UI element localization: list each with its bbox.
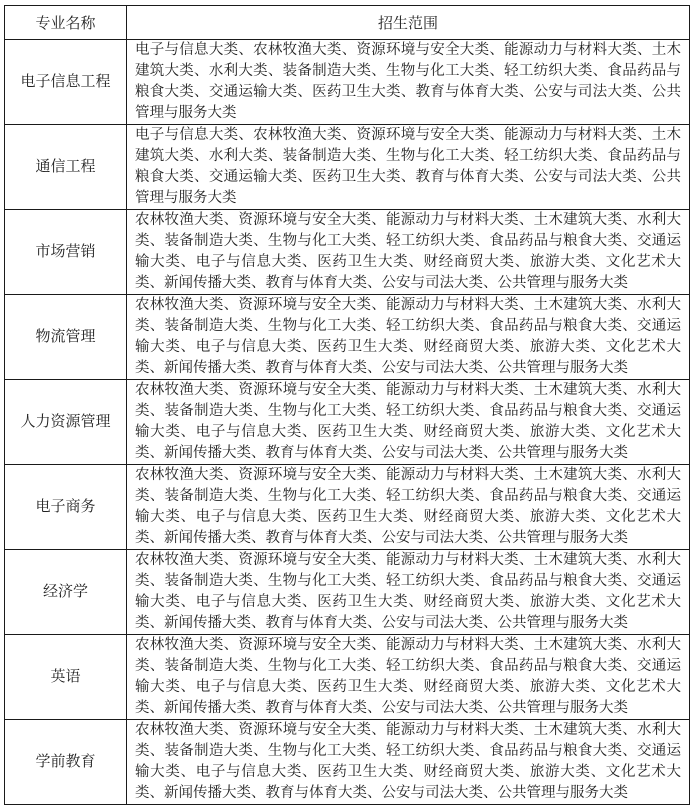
major-name: 通信工程	[5, 125, 127, 210]
enrollment-scope: 农林牧渔大类、资源环境与安全大类、能源动力与材料大类、土木建筑大类、水利大类、装备制造大类、生物与化工大类、轻工纺织大类、食品药品与粮食大类、交通运输大类、电子与信息大类、医药卫生大类、财经商贸大类、旅游大类、文化艺术大类、新闻传播大类、教育与体育大类、公安与司法大类、公共管理与服务大类	[127, 720, 690, 805]
column-header-major: 专业名称	[5, 6, 127, 40]
table-row	[5, 720, 690, 805]
enrollment-scope: 农林牧渔大类、资源环境与安全大类、能源动力与材料大类、土木建筑大类、水利大类、装备制造大类、生物与化工大类、轻工纺织大类、食品药品与粮食大类、交通运输大类、电子与信息大类、医药卫生大类、财经商贸大类、旅游大类、文化艺术大类、新闻传播大类、教育与体育大类、公安与司法大类、公共管理与服务大类	[127, 635, 690, 720]
major-name: 物流管理	[5, 295, 127, 380]
major-name: 电子信息工程	[5, 40, 127, 125]
major-name: 人力资源管理	[5, 380, 127, 465]
table-header-row	[5, 6, 690, 40]
major-name: 英语	[5, 635, 127, 720]
enrollment-scope-table	[4, 5, 690, 805]
table-row	[5, 635, 690, 720]
major-name: 经济学	[5, 550, 127, 635]
table-row	[5, 40, 690, 125]
enrollment-scope: 电子与信息大类、农林牧渔大类、资源环境与安全大类、能源动力与材料大类、土木建筑大类、水利大类、装备制造大类、生物与化工大类、轻工纺织大类、食品药品与粮食大类、交通运输大类、医药卫生大类、教育与体育大类、公安与司法大类、公共管理与服务大类	[127, 40, 690, 125]
table-row	[5, 465, 690, 550]
column-header-scope: 招生范围	[127, 6, 690, 40]
major-name: 市场营销	[5, 210, 127, 295]
enrollment-scope: 农林牧渔大类、资源环境与安全大类、能源动力与材料大类、土木建筑大类、水利大类、装备制造大类、生物与化工大类、轻工纺织大类、食品药品与粮食大类、交通运输大类、电子与信息大类、医药卫生大类、财经商贸大类、旅游大类、文化艺术大类、新闻传播大类、教育与体育大类、公安与司法大类、公共管理与服务大类	[127, 380, 690, 465]
table-row	[5, 550, 690, 635]
table-row	[5, 295, 690, 380]
table-row	[5, 125, 690, 210]
enrollment-scope: 农林牧渔大类、资源环境与安全大类、能源动力与材料大类、土木建筑大类、水利大类、装备制造大类、生物与化工大类、轻工纺织大类、食品药品与粮食大类、交通运输大类、电子与信息大类、医药卫生大类、财经商贸大类、旅游大类、文化艺术大类、新闻传播大类、教育与体育大类、公安与司法大类、公共管理与服务大类	[127, 465, 690, 550]
table-row	[5, 210, 690, 295]
table-row	[5, 380, 690, 465]
major-name: 学前教育	[5, 720, 127, 805]
enrollment-scope: 农林牧渔大类、资源环境与安全大类、能源动力与材料大类、土木建筑大类、水利大类、装备制造大类、生物与化工大类、轻工纺织大类、食品药品与粮食大类、交通运输大类、电子与信息大类、医药卫生大类、财经商贸大类、旅游大类、文化艺术大类、新闻传播大类、教育与体育大类、公安与司法大类、公共管理与服务大类	[127, 295, 690, 380]
enrollment-scope: 电子与信息大类、农林牧渔大类、资源环境与安全大类、能源动力与材料大类、土木建筑大类、水利大类、装备制造大类、生物与化工大类、轻工纺织大类、食品药品与粮食大类、交通运输大类、医药卫生大类、教育与体育大类、公安与司法大类、公共管理与服务大类	[127, 125, 690, 210]
enrollment-scope: 农林牧渔大类、资源环境与安全大类、能源动力与材料大类、土木建筑大类、水利大类、装备制造大类、生物与化工大类、轻工纺织大类、食品药品与粮食大类、交通运输大类、电子与信息大类、医药卫生大类、财经商贸大类、旅游大类、文化艺术大类、新闻传播大类、教育与体育大类、公安与司法大类、公共管理与服务大类	[127, 550, 690, 635]
major-name: 电子商务	[5, 465, 127, 550]
enrollment-scope: 农林牧渔大类、资源环境与安全大类、能源动力与材料大类、土木建筑大类、水利大类、装备制造大类、生物与化工大类、轻工纺织大类、食品药品与粮食大类、交通运输大类、电子与信息大类、医药卫生大类、财经商贸大类、旅游大类、文化艺术大类、新闻传播大类、教育与体育大类、公安与司法大类、公共管理与服务大类	[127, 210, 690, 295]
